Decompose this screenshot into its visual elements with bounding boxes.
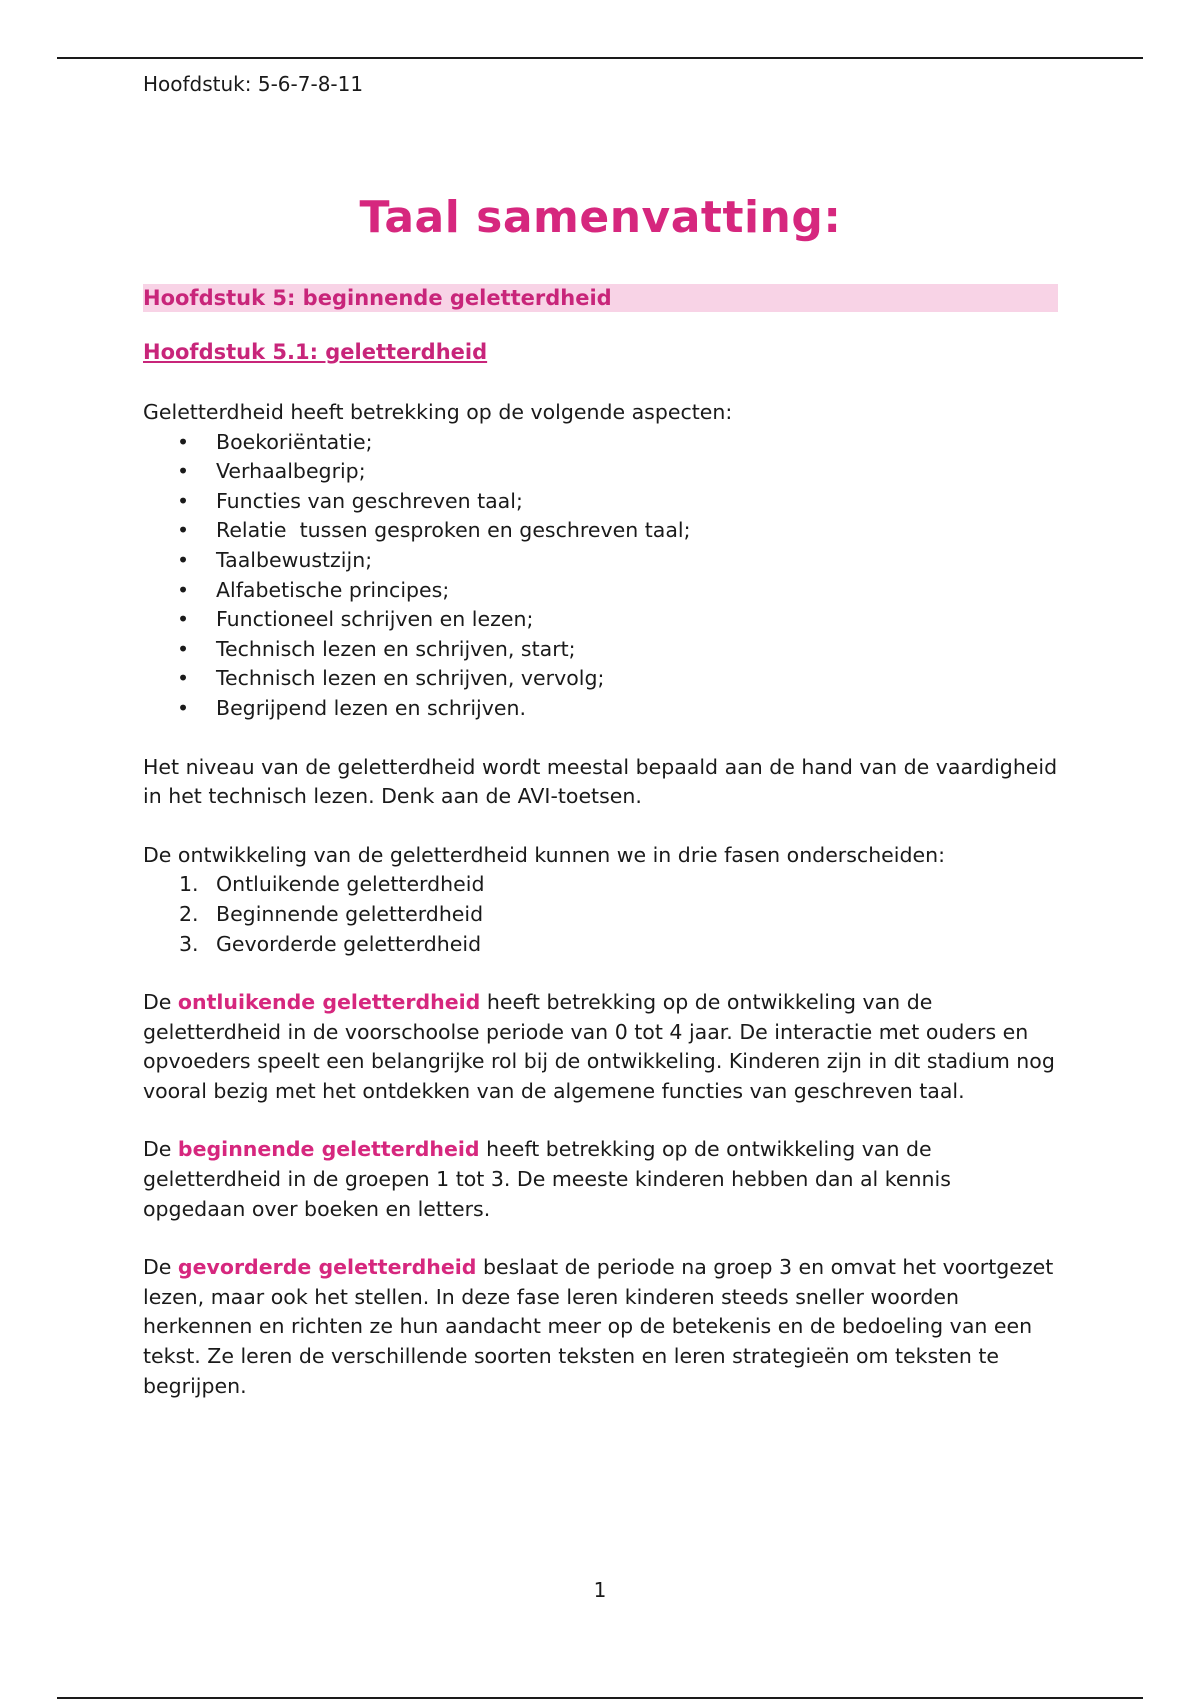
phases-intro: De ontwikkeling van de geletterdheid kunnen we in drie fasen onderscheiden: — [143, 842, 946, 867]
highlighted-term: gevorderde geletterdheid — [177, 1255, 477, 1280]
list-number: 2. — [179, 901, 199, 926]
beginnend-paragraph — [143, 1135, 1058, 1224]
bullet-icon: • — [177, 459, 190, 484]
list-item-text: Functioneel schrijven en lezen; — [216, 607, 534, 632]
list-item-text: Ontluikende geletterdheid — [216, 872, 485, 897]
paragraph-prefix: De — [143, 990, 178, 1015]
ontluikend-paragraph — [143, 988, 1058, 1106]
highlighted-term: ontluikende geletterdheid — [177, 990, 481, 1015]
list-item-text: Functies van geschreven taal; — [216, 488, 523, 513]
list-item-text: Begrijpend lezen en schrijven. — [216, 695, 526, 720]
list-item-text: Technisch lezen en schrijven, start; — [216, 636, 576, 661]
list-item — [143, 900, 1058, 930]
paragraph-prefix: De — [143, 1255, 178, 1280]
list-item — [143, 635, 1058, 665]
list-item — [143, 576, 1058, 606]
list-number: 3. — [179, 931, 199, 956]
bullet-icon: • — [177, 695, 190, 720]
section-heading: Hoofdstuk 5.1: geletterdheid — [143, 340, 488, 364]
bullet-icon: • — [177, 488, 190, 513]
top-rule — [57, 57, 1143, 59]
chapters-header: Hoofdstuk: 5-6-7-8-11 — [143, 72, 364, 96]
document-title: Taal samenvatting: — [359, 192, 842, 243]
list-item — [143, 605, 1058, 635]
aspects-list — [143, 428, 1058, 724]
list-item-text: Beginnende geletterdheid — [216, 901, 484, 926]
list-item-text: Boekoriëntatie; — [216, 429, 373, 454]
list-item-text: Gevorderde geletterdheid — [216, 931, 482, 956]
paragraph-body: beslaat de periode na groep 3 en omvat het voortgezet lezen, maar ook het stellen. In deze fase leren kinderen steeds sneller woorden herkennen en richten ze hun aandacht meer op de betekenis en de bedoeling van een tekst. Ze leren de verschillende soorten teksten en leren strategieën om teksten te begrijpen. — [143, 1255, 1054, 1398]
list-item-text: Relatie tussen gesproken en geschreven taal; — [216, 518, 691, 543]
bullet-icon: • — [177, 636, 190, 661]
list-item — [143, 546, 1058, 576]
list-item — [143, 487, 1058, 517]
bottom-rule — [57, 1697, 1143, 1699]
paragraph-body: heeft betrekking op de ontwikkeling van de geletterdheid in de groepen 1 tot 3. De meeste kinderen hebben dan al kennis opgedaan over boeken en letters. — [143, 1137, 951, 1221]
gevorderd-paragraph — [143, 1253, 1058, 1401]
paragraph-prefix: De — [143, 1137, 178, 1162]
list-number: 1. — [179, 872, 199, 897]
bullet-icon: • — [177, 518, 190, 543]
list-item — [143, 428, 1058, 458]
niveau-paragraph: Het niveau van de geletterdheid wordt meestal bepaald aan de hand van de vaardigheid in het technisch lezen. Denk aan de AVI-toetsen. — [143, 754, 1058, 809]
list-item-text: Alfabetische principes; — [216, 577, 450, 602]
aspects-intro: Geletterdheid heeft betrekking op de volgende aspecten: — [143, 400, 733, 424]
list-item — [143, 870, 1058, 900]
page-number: 1 — [593, 1578, 607, 1602]
paragraph-body: heeft betrekking op de ontwikkeling van de geletterdheid in de voorschoolse periode van 0 tot 4 jaar. De interactie met ouders en opvoeders speelt een belangrijke rol bij de ontwikkeling. Kinderen zijn in dit stadium nog vooral bezig met het ontdekken van de algemene functies van geschreven taal. — [143, 990, 1055, 1103]
highlighted-term: beginnende geletterdheid — [177, 1137, 480, 1162]
phases-list — [143, 870, 1058, 959]
list-item-text: Taalbewustzijn; — [216, 547, 373, 572]
list-item — [143, 930, 1058, 960]
bullet-icon: • — [177, 547, 190, 572]
page-content — [143, 70, 1058, 1401]
bullet-icon: • — [177, 577, 190, 602]
bullet-icon: • — [177, 607, 190, 632]
list-item — [143, 516, 1058, 546]
bullet-icon: • — [177, 666, 190, 691]
list-item — [143, 694, 1058, 724]
bullet-icon: • — [177, 429, 190, 454]
chapter-heading: Hoofdstuk 5: beginnende geletterdheid — [143, 284, 1058, 312]
list-item — [143, 664, 1058, 694]
list-item-text: Verhaalbegrip; — [216, 459, 366, 484]
list-item — [143, 457, 1058, 487]
list-item-text: Technisch lezen en schrijven, vervolg; — [216, 666, 605, 691]
